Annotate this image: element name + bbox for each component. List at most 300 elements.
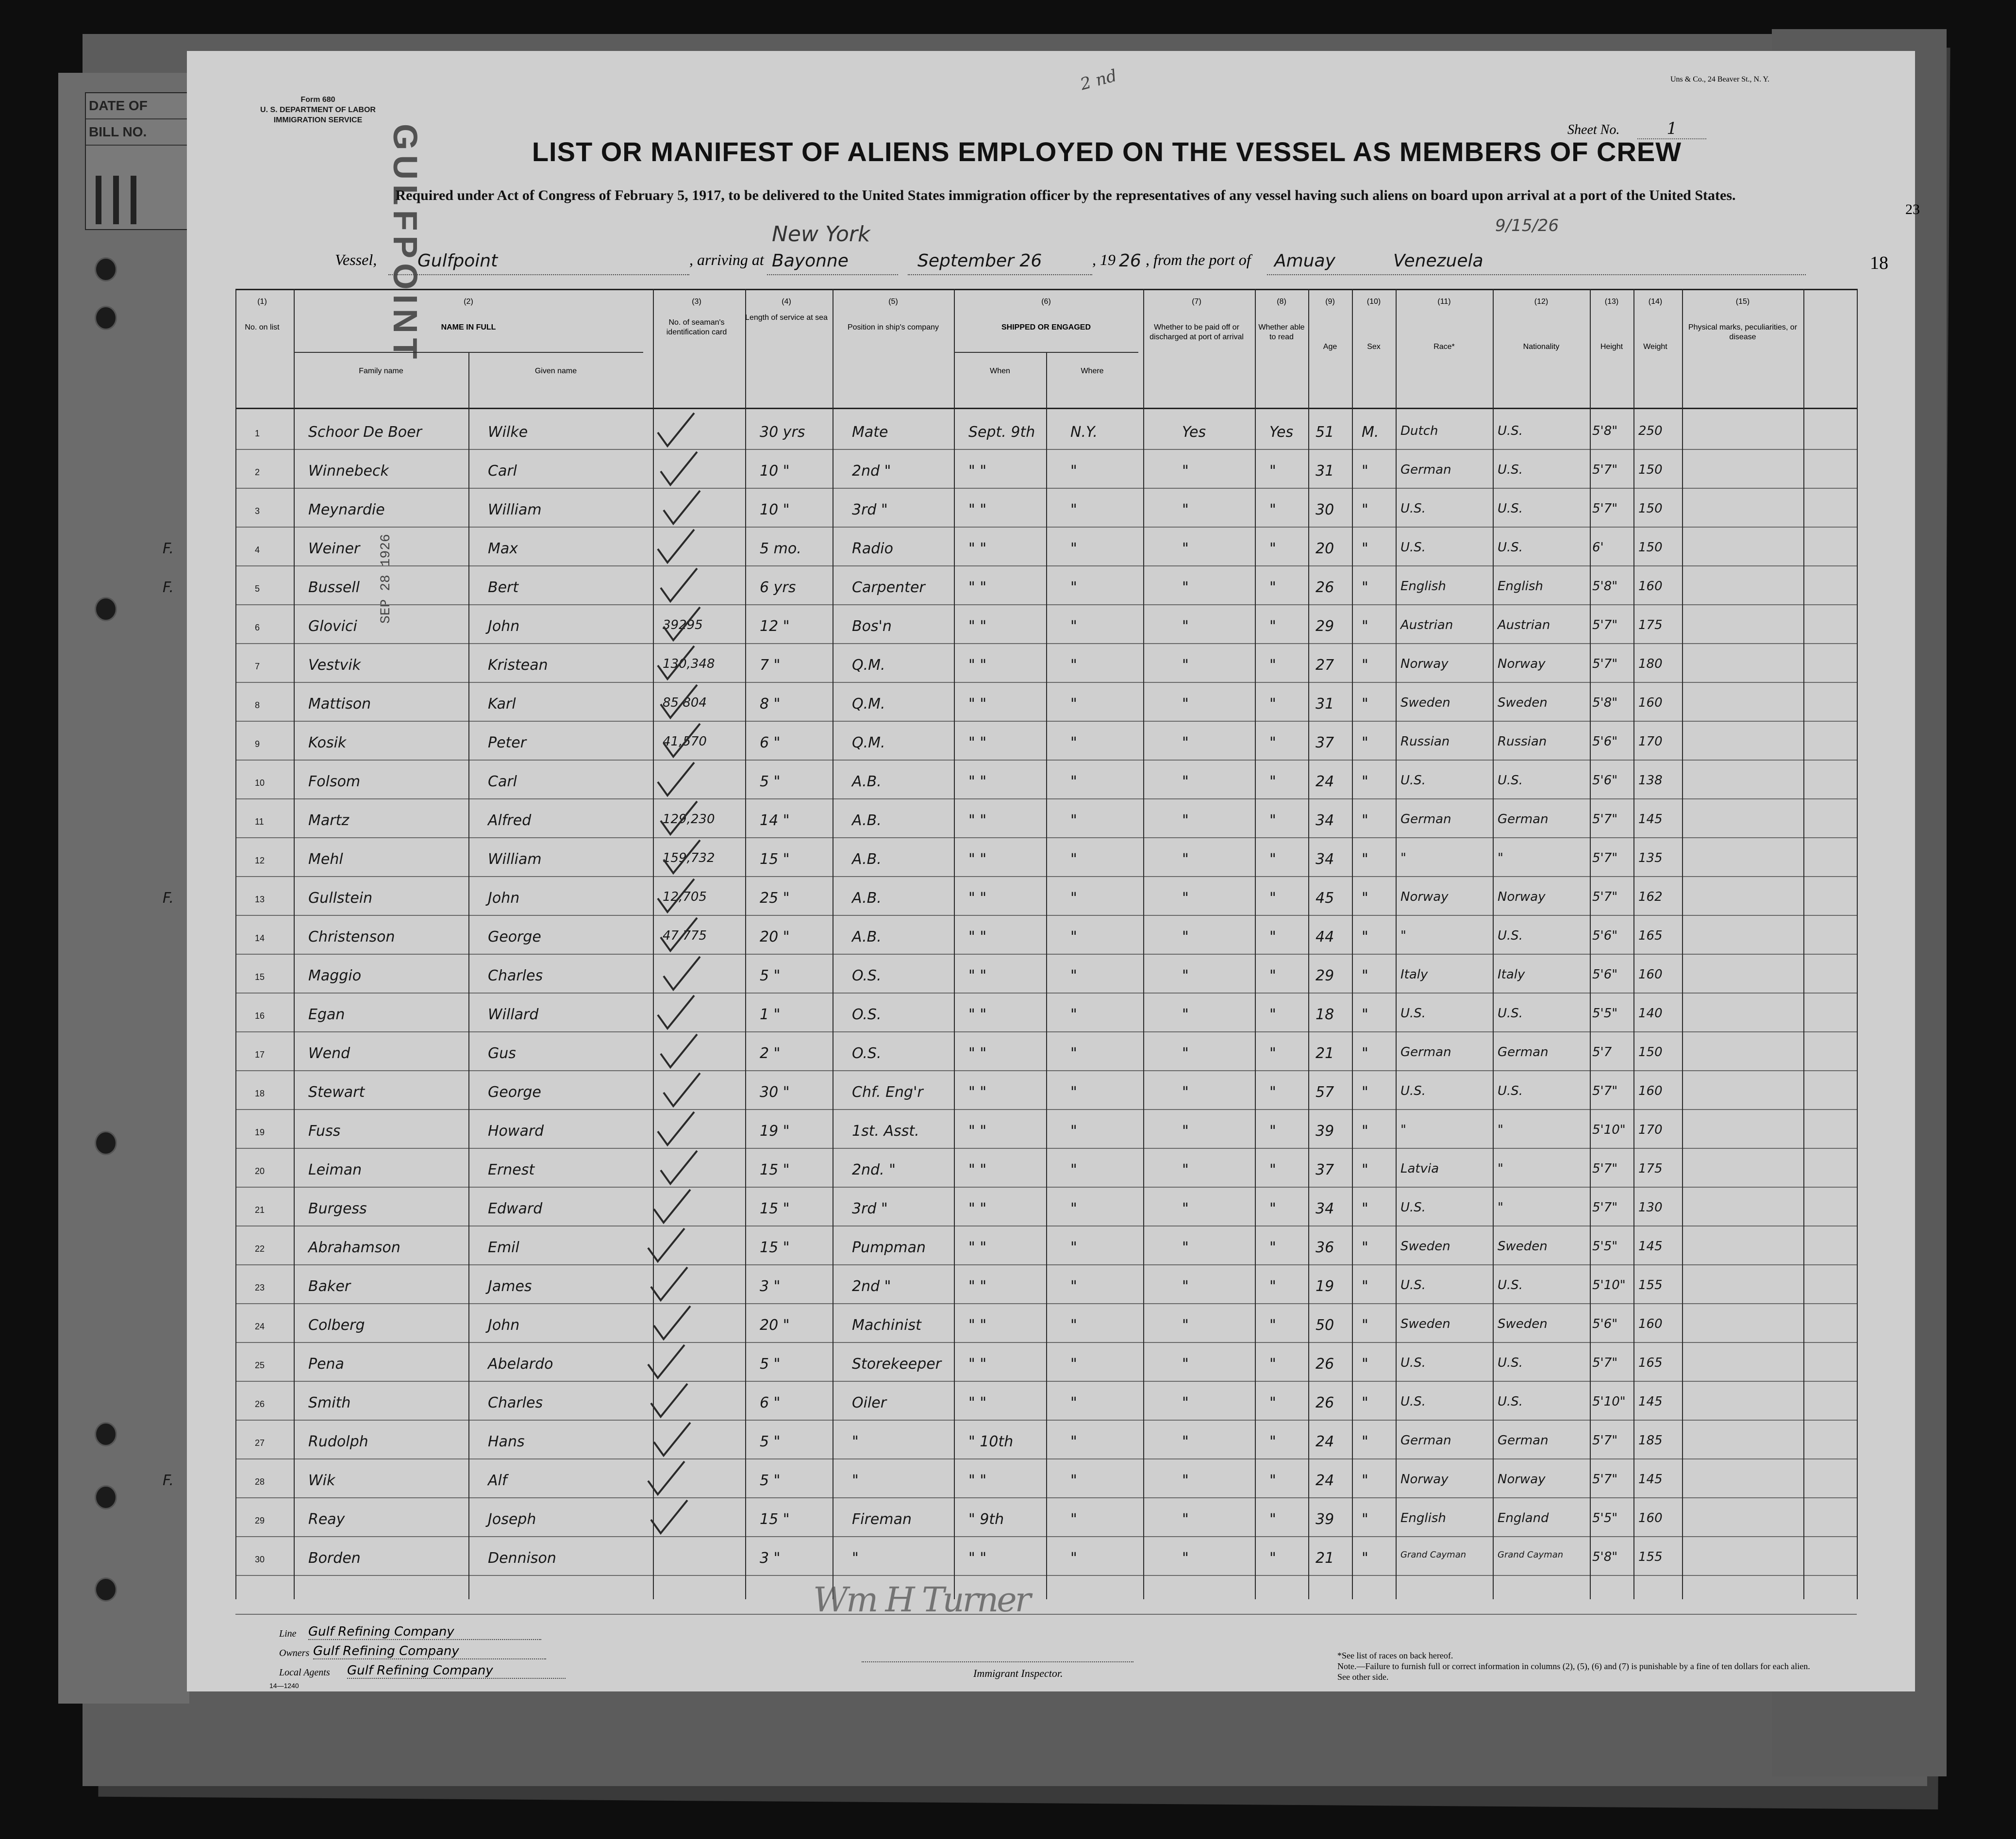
shipped-where: " xyxy=(1070,1394,1077,1411)
printer-credit: Uns & Co., 24 Beaver St., N. Y. xyxy=(1670,75,1769,83)
shipped-where: " xyxy=(1070,1472,1077,1489)
age: 24 xyxy=(1316,1433,1334,1450)
row-number: 25 xyxy=(255,1360,265,1370)
agents-value: Gulf Refining Company xyxy=(347,1663,566,1679)
position: O.S. xyxy=(852,967,882,984)
service-length: 14 " xyxy=(760,812,790,829)
age: 26 xyxy=(1316,1356,1334,1373)
sex: " xyxy=(1362,1278,1368,1295)
service-length: 1 " xyxy=(760,1006,781,1023)
col-able-to-read: Whether able to read xyxy=(1258,323,1305,341)
race: U.S. xyxy=(1400,773,1426,788)
nationality: U.S. xyxy=(1498,501,1523,516)
column-number: (4) xyxy=(782,298,791,306)
height: 5'7" xyxy=(1592,1200,1618,1215)
binder-hole xyxy=(95,597,117,621)
able-to-read: " xyxy=(1269,579,1276,596)
spine-label xyxy=(85,92,189,230)
weight: 150 xyxy=(1638,540,1663,555)
given-name: Charles xyxy=(488,967,543,984)
row-number: 30 xyxy=(255,1555,265,1564)
date-stamp: SEP 28 1926 xyxy=(379,534,394,624)
service-length: 15 " xyxy=(760,851,790,868)
row-number: 14 xyxy=(255,933,265,943)
service-length: 2 " xyxy=(760,1045,781,1062)
row-number: 2 xyxy=(255,467,260,477)
given-name: Bert xyxy=(488,579,519,596)
sex: " xyxy=(1362,928,1368,945)
sex: " xyxy=(1362,734,1368,751)
table-row xyxy=(235,1031,1857,1070)
row-number: 26 xyxy=(255,1399,265,1409)
row-rule xyxy=(235,1614,1857,1615)
race: U.S. xyxy=(1400,1278,1426,1292)
check-mark-icon xyxy=(659,602,702,646)
check-mark-icon xyxy=(659,1068,702,1112)
race: U.S. xyxy=(1400,1084,1426,1098)
binder-spine xyxy=(58,73,189,1704)
crew-table xyxy=(163,289,1857,1628)
agents-label: Local Agents xyxy=(279,1667,330,1678)
row-number: 21 xyxy=(255,1205,265,1215)
shipped-where: " xyxy=(1070,1433,1077,1450)
able-to-read: " xyxy=(1269,890,1276,907)
row-number: 23 xyxy=(255,1283,265,1292)
weight: 170 xyxy=(1638,1123,1663,1137)
weight: 150 xyxy=(1638,463,1663,477)
paid-off: " xyxy=(1182,463,1189,480)
given-name: Abelardo xyxy=(488,1356,553,1373)
col-sex: Sex xyxy=(1367,343,1381,351)
sex: " xyxy=(1362,1200,1368,1217)
arrival-date: September 26 xyxy=(917,251,1042,271)
nationality: " xyxy=(1498,1200,1503,1215)
height: 5'7" xyxy=(1592,1356,1618,1370)
col-no-on-list: No. on list xyxy=(245,323,280,331)
race: Grand Cayman xyxy=(1400,1550,1466,1560)
able-to-read: " xyxy=(1269,1200,1276,1217)
shipped-when: " 9th xyxy=(968,1511,1004,1528)
position: 1st. Asst. xyxy=(852,1123,919,1140)
age: 20 xyxy=(1316,540,1334,557)
family-name: Fuss xyxy=(308,1123,341,1140)
sex: " xyxy=(1362,1123,1368,1140)
column-number: (8) xyxy=(1277,298,1286,306)
nationality: U.S. xyxy=(1498,1278,1523,1292)
position: Pumpman xyxy=(852,1239,926,1256)
check-mark-icon xyxy=(659,486,702,530)
given-name: George xyxy=(488,1084,541,1101)
age: 39 xyxy=(1316,1511,1334,1528)
age: 27 xyxy=(1316,657,1334,674)
shipped-when: " " xyxy=(968,734,987,751)
sex: " xyxy=(1362,1161,1368,1178)
spine-mark xyxy=(96,176,101,224)
line-value: Gulf Refining Company xyxy=(308,1624,541,1640)
service-length: 15 " xyxy=(760,1511,790,1528)
table-row xyxy=(163,565,1857,604)
col-nationality: Nationality xyxy=(1523,343,1560,351)
height: 5'7" xyxy=(1592,812,1618,827)
given-name: Dennison xyxy=(488,1550,556,1567)
form-info xyxy=(240,95,396,125)
row-number: 11 xyxy=(255,817,264,827)
given-name: Max xyxy=(488,540,518,557)
vessel-underline xyxy=(388,274,689,275)
family-name: Egan xyxy=(308,1006,345,1023)
shipped-where: " xyxy=(1070,657,1077,674)
check-mark-icon xyxy=(649,1418,693,1461)
age: 18 xyxy=(1316,1006,1334,1023)
shipped-where: " xyxy=(1070,696,1077,712)
age: 24 xyxy=(1316,773,1334,790)
check-mark-icon xyxy=(656,913,700,957)
family-name: Reay xyxy=(308,1511,345,1528)
id-card-number: 41,570 xyxy=(663,734,707,749)
position: Bos'n xyxy=(852,618,892,635)
nationality: U.S. xyxy=(1498,1084,1523,1098)
paid-off: " xyxy=(1182,1045,1189,1062)
row-number: 5 xyxy=(255,584,260,594)
given-name: Karl xyxy=(488,696,516,712)
row-number: 10 xyxy=(255,778,265,788)
race: Austrian xyxy=(1400,618,1453,632)
id-card-number: 159,732 xyxy=(663,851,715,865)
shipped-where: " xyxy=(1070,1084,1077,1101)
family-name: Mattison xyxy=(308,696,371,712)
age: 57 xyxy=(1316,1084,1334,1101)
column-number: (7) xyxy=(1192,298,1201,306)
shipped-where: " xyxy=(1070,851,1077,868)
shipped-where: " xyxy=(1070,1123,1077,1140)
nationality: Sweden xyxy=(1498,1239,1548,1254)
service-length: 5 " xyxy=(760,1472,781,1489)
check-mark-icon xyxy=(643,1224,687,1267)
from-port: Amuay xyxy=(1274,251,1335,271)
column-number: (10) xyxy=(1366,298,1381,306)
position: Q.M. xyxy=(852,657,885,674)
shipped-where: " xyxy=(1070,967,1077,984)
age: 29 xyxy=(1316,967,1334,984)
family-name: Borden xyxy=(308,1550,361,1567)
spine-label-bill: BILL NO. xyxy=(86,119,188,146)
column-rule xyxy=(1857,289,1858,1599)
weight: 155 xyxy=(1638,1550,1663,1564)
nationality: England xyxy=(1498,1511,1549,1525)
column-number: (12) xyxy=(1534,298,1549,306)
race: U.S. xyxy=(1400,1006,1426,1021)
table-row xyxy=(163,527,1857,565)
position: Carpenter xyxy=(852,579,925,596)
row-number: 22 xyxy=(255,1244,265,1254)
height: 5'7" xyxy=(1592,501,1618,516)
paid-off: " xyxy=(1182,1511,1189,1528)
table-row xyxy=(235,1381,1857,1420)
check-mark-icon xyxy=(659,719,702,762)
col-family-name: Family name xyxy=(359,367,403,375)
row-number: 7 xyxy=(255,662,260,671)
service-length: 30 yrs xyxy=(760,424,805,441)
race: " xyxy=(1400,928,1406,943)
paid-off: " xyxy=(1182,540,1189,557)
paid-off: " xyxy=(1182,1200,1189,1217)
paid-off: " xyxy=(1182,1472,1189,1489)
position: A.B. xyxy=(852,851,882,868)
sex: " xyxy=(1362,1317,1368,1334)
family-name: Wend xyxy=(308,1045,350,1062)
family-name: Maggio xyxy=(308,967,362,984)
sex: " xyxy=(1362,696,1368,712)
race: German xyxy=(1400,1433,1451,1448)
check-mark-icon xyxy=(653,991,697,1034)
page-subtitle: Required under Act of Congress of February 5, 1917, to be delivered to the United States immigration officer by the representatives of any vessel having such aliens on board upon arrival at a port of the United States. xyxy=(395,187,1736,203)
paid-off: " xyxy=(1182,1433,1189,1450)
vessel-label: Vessel, xyxy=(335,251,377,268)
row-number: 12 xyxy=(255,856,265,865)
shipped-where: " xyxy=(1070,1239,1077,1256)
family-name: Gullstein xyxy=(308,890,373,907)
position: Oiler xyxy=(852,1394,887,1411)
col-race: Race* xyxy=(1433,343,1455,351)
table-row xyxy=(235,915,1857,954)
race: U.S. xyxy=(1400,1200,1426,1215)
weight: 160 xyxy=(1638,1084,1663,1098)
row-prefix-mark: F. xyxy=(163,1472,174,1489)
paid-off: " xyxy=(1182,1356,1189,1373)
family-name: Pena xyxy=(308,1356,344,1373)
race: German xyxy=(1400,812,1451,827)
check-mark-icon xyxy=(656,1146,700,1190)
able-to-read: " xyxy=(1269,618,1276,635)
check-mark-icon xyxy=(643,1457,687,1500)
from-underline xyxy=(1267,274,1806,275)
nationality: Norway xyxy=(1498,890,1546,904)
position: 3rd " xyxy=(852,501,888,518)
table-row xyxy=(235,798,1857,837)
given-name: Edward xyxy=(488,1200,543,1217)
height: 5'5" xyxy=(1592,1511,1618,1525)
position: Chf. Eng'r xyxy=(852,1084,923,1101)
height: 5'7" xyxy=(1592,851,1618,865)
binder-hole xyxy=(95,1131,117,1155)
family-name: Leiman xyxy=(308,1161,362,1178)
table-row xyxy=(235,604,1857,643)
form-number: Form 680 xyxy=(300,96,335,104)
weight: 175 xyxy=(1638,1161,1663,1176)
service-length: 25 " xyxy=(760,890,790,907)
height: 5'5" xyxy=(1592,1006,1618,1021)
row-number: 29 xyxy=(255,1516,265,1525)
given-name: Hans xyxy=(488,1433,525,1450)
id-card-number: 129,230 xyxy=(663,812,715,827)
age: 34 xyxy=(1316,851,1334,868)
sheet-number xyxy=(1567,119,1706,138)
row-number: 20 xyxy=(255,1166,265,1176)
service-length: 15 " xyxy=(760,1239,790,1256)
shipped-where: " xyxy=(1070,1356,1077,1373)
service-length: 6 " xyxy=(760,1394,781,1411)
shipped-when: " " xyxy=(968,1045,987,1062)
service-length: 20 " xyxy=(760,1317,790,1334)
shipped-when: " " xyxy=(968,890,987,907)
family-name: Wik xyxy=(308,1472,335,1489)
voyage-line xyxy=(335,216,1888,279)
id-card-number: 130,348 xyxy=(663,657,715,671)
table-row xyxy=(235,1109,1857,1148)
height: 5'10" xyxy=(1592,1123,1626,1137)
spine-label-date: DATE OF xyxy=(86,93,188,119)
table-row xyxy=(235,1148,1857,1187)
column-number: (3) xyxy=(692,298,701,306)
position: Mate xyxy=(852,424,888,441)
inspector-signature: Wm H Turner xyxy=(813,1580,1030,1620)
height: 5'7" xyxy=(1592,890,1618,904)
age: 39 xyxy=(1316,1123,1334,1140)
table-row xyxy=(235,1342,1857,1381)
shipped-where: " xyxy=(1070,540,1077,557)
sex: " xyxy=(1362,618,1368,635)
date-underline xyxy=(908,274,1092,275)
position: 2nd. " xyxy=(852,1161,896,1178)
check-mark-icon xyxy=(656,680,700,724)
nationality: U.S. xyxy=(1498,928,1523,943)
nationality: U.S. xyxy=(1498,1394,1523,1409)
able-to-read: " xyxy=(1269,1356,1276,1373)
paid-off: " xyxy=(1182,1394,1189,1411)
paid-off: " xyxy=(1182,1317,1189,1334)
side-date: 9/15/26 xyxy=(1495,216,1559,235)
given-name: Howard xyxy=(488,1123,544,1140)
given-name: William xyxy=(488,501,542,518)
paid-off: " xyxy=(1182,812,1189,829)
service-length: 5 " xyxy=(760,967,781,984)
col-service-length: Length of service at sea xyxy=(745,314,828,322)
service-length: 3 " xyxy=(760,1550,781,1567)
position: Fireman xyxy=(852,1511,912,1528)
paid-off: " xyxy=(1182,928,1189,945)
service-length: 8 " xyxy=(760,696,781,712)
table-row xyxy=(235,643,1857,682)
shipped-where: " xyxy=(1070,1045,1077,1062)
service-length: 30 " xyxy=(760,1084,790,1101)
age: 26 xyxy=(1316,579,1334,596)
table-row xyxy=(163,876,1857,915)
check-mark-icon xyxy=(646,1495,690,1539)
shipped-divider xyxy=(954,352,1138,353)
col-given-name: Given name xyxy=(534,367,577,375)
age: 31 xyxy=(1316,696,1334,712)
sex: " xyxy=(1362,1356,1368,1373)
sex: " xyxy=(1362,1511,1368,1528)
vessel-name: Gulfpoint xyxy=(417,251,498,271)
able-to-read: " xyxy=(1269,1317,1276,1334)
shipped-where: " xyxy=(1070,812,1077,829)
row-prefix-mark: F. xyxy=(163,579,174,596)
sex: " xyxy=(1362,501,1368,518)
spine-ship-name: GULFPOINT xyxy=(386,124,424,364)
able-to-read: " xyxy=(1269,540,1276,557)
shipped-where: " xyxy=(1070,618,1077,635)
shipped-when: " " xyxy=(968,812,987,829)
check-mark-icon xyxy=(659,952,702,995)
given-name: Ernest xyxy=(488,1161,535,1178)
shipped-when: " " xyxy=(968,1317,987,1334)
column-number: (14) xyxy=(1648,298,1663,306)
department: U. S. DEPARTMENT OF LABOR xyxy=(260,106,376,114)
nationality: U.S. xyxy=(1498,540,1523,555)
shipped-where: " xyxy=(1070,890,1077,907)
nationality: Norway xyxy=(1498,1472,1546,1487)
sex: " xyxy=(1362,1239,1368,1256)
col-id-card: No. of seaman's identification card xyxy=(666,318,727,336)
nationality: Sweden xyxy=(1498,1317,1548,1331)
table-row xyxy=(235,721,1857,760)
race: Latvia xyxy=(1400,1161,1439,1176)
sex: " xyxy=(1362,1006,1368,1023)
shipped-where: N.Y. xyxy=(1070,424,1098,441)
age: 37 xyxy=(1316,734,1334,751)
height: 5'7 xyxy=(1592,1045,1612,1060)
age: 21 xyxy=(1316,1550,1334,1567)
race: U.S. xyxy=(1400,501,1426,516)
family-name: Rudolph xyxy=(308,1433,368,1450)
sex: " xyxy=(1362,1433,1368,1450)
paid-off: " xyxy=(1182,1550,1189,1567)
race: Norway xyxy=(1400,657,1449,671)
height: 5'8" xyxy=(1592,1550,1618,1564)
given-name: John xyxy=(488,1317,520,1334)
height: 5'6" xyxy=(1592,773,1618,788)
binder-hole xyxy=(95,306,117,330)
family-name: Kosik xyxy=(308,734,347,751)
service-length: 7 " xyxy=(760,657,781,674)
age: 26 xyxy=(1316,1394,1334,1411)
table-row xyxy=(235,1303,1857,1342)
position: A.B. xyxy=(852,812,882,829)
from-label: , from the port of xyxy=(1146,251,1251,268)
binder-hole xyxy=(95,1577,117,1602)
weight: 250 xyxy=(1638,424,1663,438)
paid-off: " xyxy=(1182,696,1189,712)
race: English xyxy=(1400,579,1446,594)
height: 5'6" xyxy=(1592,928,1618,943)
shipped-when: " " xyxy=(968,1006,987,1023)
row-number: 19 xyxy=(255,1127,265,1137)
position: A.B. xyxy=(852,928,882,945)
shipped-when: " " xyxy=(968,696,987,712)
shipped-when: " " xyxy=(968,1239,987,1256)
sex: M. xyxy=(1362,424,1379,441)
service-length: 5 " xyxy=(760,1433,781,1450)
given-name: George xyxy=(488,928,541,945)
col-paid-off: Whether to be paid off or discharged at port of arrival xyxy=(1150,323,1244,341)
able-to-read: " xyxy=(1269,812,1276,829)
able-to-read: " xyxy=(1269,1161,1276,1178)
sex: " xyxy=(1362,463,1368,480)
height: 5'7" xyxy=(1592,1472,1618,1487)
nationality: Norway xyxy=(1498,657,1546,671)
row-number: 3 xyxy=(255,506,260,516)
weight: 170 xyxy=(1638,734,1663,749)
family-name: Schoor De Boer xyxy=(308,424,422,441)
row-prefix-mark: F. xyxy=(163,540,174,557)
sheet-number-value: 1 xyxy=(1637,119,1706,139)
able-to-read: " xyxy=(1269,928,1276,945)
column-number: (1) xyxy=(257,298,267,306)
arriving-underline xyxy=(767,274,898,275)
family-name: Baker xyxy=(308,1278,351,1295)
able-to-read: " xyxy=(1269,1550,1276,1567)
